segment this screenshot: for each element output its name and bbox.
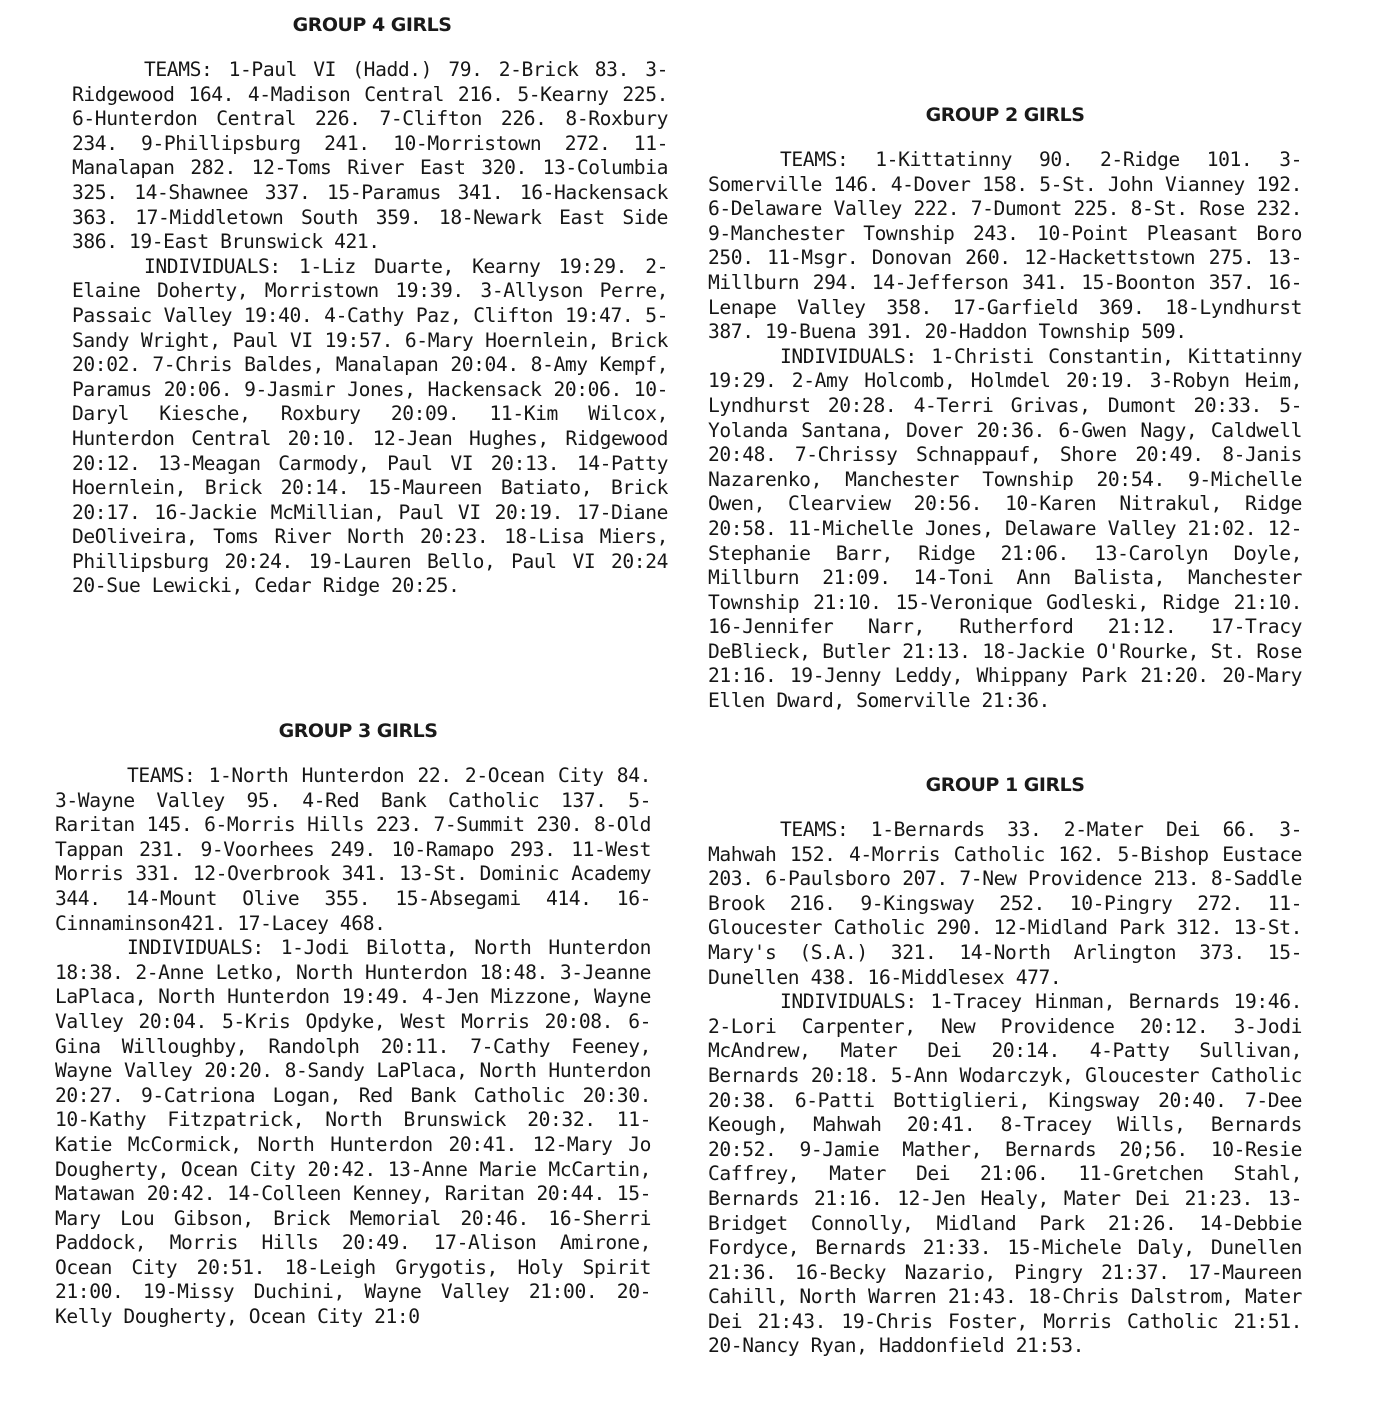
group-1-heading: GROUP 1 GIRLS	[925, 774, 1085, 796]
group-3-teams: TEAMS: 1-North Hunterdon 22. 2-Ocean City 84. 3-Wayne Valley 95. 4-Red Bank Catholic 137. 5-Raritan 145. 6-Morris Hills 223. 7-Summit 230. 8-Old Tappan 231. 9-Voorhees 249. 10-Ramapo 293. 11-West Morris 331. 12-Overbrook 341. 13-St. Dominic Academy 344. 14-Mount Olive 355. 15-Absegami 414. 16-Cinnaminson421. 17-Lacey 468.	[55, 764, 651, 935]
group-4-heading: GROUP 4 GIRLS	[292, 14, 452, 36]
group-3-individuals: INDIVIDUALS: 1-Jodi Bilotta, North Hunterdon 18:38. 2-Anne Letko, North Hunterdon 18:48. 3-Jeanne LaPlaca, North Hunterdon 19:49. 4-Jen Mizzone, Wayne Valley 20:04. 5-Kris Opdyke, West Morris 20:08. 6-Gina Willoughby, Randolph 20:11. 7-Cathy Feeney, Wayne Valley 20:20. 8-Sandy LaPlaca, North Hunterdon 20:27. 9-Catriona Logan, Red Bank Catholic 20:30. 10-Kathy Fitzpatrick, North Brunswick 20:32. 11-Katie McCormick, North Hunterdon 20:41. 12-Mary Jo Dougherty, Ocean City 20:42. 13-Anne Marie McCartin, Matawan 20:42. 14-Colleen Kenney, Raritan 20:44. 15-Mary Lou Gibson, Brick Memorial 20:46. 16-Sherri Paddock, Morris Hills 20:49. 17-Alison Amirone, Ocean City 20:51. 18-Leigh Grygotis, Holy Spirit 21:00. 19-Missy Duchini, Wayne Valley 21:00. 20-Kelly Dougherty, Ocean City 21:0	[55, 936, 651, 1329]
group-4-individuals: INDIVIDUALS: 1-Liz Duarte, Kearny 19:29. 2-Elaine Doherty, Morristown 19:39. 3-Allyson Perre, Passaic Valley 19:40. 4-Cathy Paz, Clifton 19:47. 5-Sandy Wright, Paul VI 19:57. 6-Mary Hoernlein, Brick 20:02. 7-Chris Baldes, Manalapan 20:04. 8-Amy Kempf, Paramus 20:06. 9-Jasmir Jones, Hackensack 20:06. 10-Daryl Kiesche, Roxbury 20:09. 11-Kim Wilcox, Hunterdon Central 20:10. 12-Jean Hughes, Ridgewood 20:12. 13-Meagan Carmody, Paul VI 20:13. 14-Patty Hoernlein, Brick 20:14. 15-Maureen Batiato, Brick 20:17. 16-Jackie McMillian, Paul VI 20:19. 17-Diane DeOliveira, Toms River North 20:23. 18-Lisa Miers, Phillipsburg 20:24. 19-Lauren Bello, Paul VI 20:24 20-Sue Lewicki, Cedar Ridge 20:25.	[72, 254, 668, 598]
group-3-girls-section	[55, 720, 651, 1330]
group-2-heading: GROUP 2 GIRLS	[925, 104, 1085, 126]
group-1-girls-section	[708, 774, 1302, 1359]
group-2-girls-section	[708, 104, 1302, 714]
group-2-teams: TEAMS: 1-Kittatinny 90. 2-Ridge 101. 3-Somerville 146. 4-Dover 158. 5-St. John Vianney 192. 6-Delaware Valley 222. 7-Dumont 225. 8-St. Rose 232. 9-Manchester Township 243. 10-Point Pleasant Boro 250. 11-Msgr. Donovan 260. 12-Hackettstown 275. 13-Millburn 294. 14-Jefferson 341. 15-Boonton 357. 16-Lenape Valley 358. 17-Garfield 369. 18-Lyndhurst 387. 19-Buena 391. 20-Haddon Township 509.	[708, 148, 1302, 344]
group-4-teams: TEAMS: 1-Paul VI (Hadd.) 79. 2-Brick 83. 3-Ridgewood 164. 4-Madison Central 216. 5-Kearny 225. 6-Hunterdon Central 226. 7-Clifton 226. 8-Roxbury 234. 9-Phillipsburg 241. 10-Morristown 272. 11-Manalapan 282. 12-Toms River East 320. 13-Columbia 325. 14-Shawnee 337. 15-Paramus 341. 16-Hackensack 363. 17-Middletown South 359. 18-Newark East Side 386. 19-East Brunswick 421.	[72, 58, 668, 254]
group-1-individuals: INDIVIDUALS: 1-Tracey Hinman, Bernards 19:46. 2-Lori Carpenter, New Providence 20:12. 3-Jodi McAndrew, Mater Dei 20:14. 4-Patty Sullivan, Bernards 20:18. 5-Ann Wodarczyk, Gloucester Catholic 20:38. 6-Patti Bottiglieri, Kingsway 20:40. 7-Dee Keough, Mahwah 20:41. 8-Tracey Wills, Bernards 20:52. 9-Jamie Mather, Bernards 20;56. 10-Resie Caffrey, Mater Dei 21:06. 11-Gretchen Stahl, Bernards 21:16. 12-Jen Healy, Mater Dei 21:23. 13-Bridget Connolly, Midland Park 21:26. 14-Debbie Fordyce, Bernards 21:33. 15-Michele Daly, Dunellen 21:36. 16-Becky Nazario, Pingry 21:37. 17-Maureen Cahill, North Warren 21:43. 18-Chris Dalstrom, Mater Dei 21:43. 19-Chris Foster, Morris Catholic 21:51. 20-Nancy Ryan, Haddonfield 21:53.	[708, 990, 1302, 1358]
group-2-individuals: INDIVIDUALS: 1-Christi Constantin, Kittatinny 19:29. 2-Amy Holcomb, Holmdel 20:19. 3-Robyn Heim, Lyndhurst 20:28. 4-Terri Grivas, Dumont 20:33. 5-Yolanda Santana, Dover 20:36. 6-Gwen Nagy, Caldwell 20:48. 7-Chrissy Schnappauf, Shore 20:49. 8-Janis Nazarenko, Manchester Township 20:54. 9-Michelle Owen, Clearview 20:56. 10-Karen Nitrakul, Ridge 20:58. 11-Michelle Jones, Delaware Valley 21:02. 12-Stephanie Barr, Ridge 21:06. 13-Carolyn Doyle, Millburn 21:09. 14-Toni Ann Balista, Manchester Township 21:10. 15-Veronique Godleski, Ridge 21:10. 16-Jennifer Narr, Rutherford 21:12. 17-Tracy DeBlieck, Butler 21:13. 18-Jackie O'Rourke, St. Rose 21:16. 19-Jenny Leddy, Whippany Park 21:20. 20-Mary Ellen Dward, Somerville 21:36.	[708, 344, 1302, 713]
group-1-teams: TEAMS: 1-Bernards 33. 2-Mater Dei 66. 3-Mahwah 152. 4-Morris Catholic 162. 5-Bishop Eustace 203. 6-Paulsboro 207. 7-New Providence 213. 8-Saddle Brook 216. 9-Kingsway 252. 10-Pingry 272. 11-Gloucester Catholic 290. 12-Midland Park 312. 13-St. Mary's (S.A.) 321. 14-North Arlington 373. 15-Dunellen 438. 16-Middlesex 477.	[708, 818, 1302, 989]
group-3-heading: GROUP 3 GIRLS	[278, 720, 438, 742]
group-4-girls-section	[72, 14, 668, 599]
